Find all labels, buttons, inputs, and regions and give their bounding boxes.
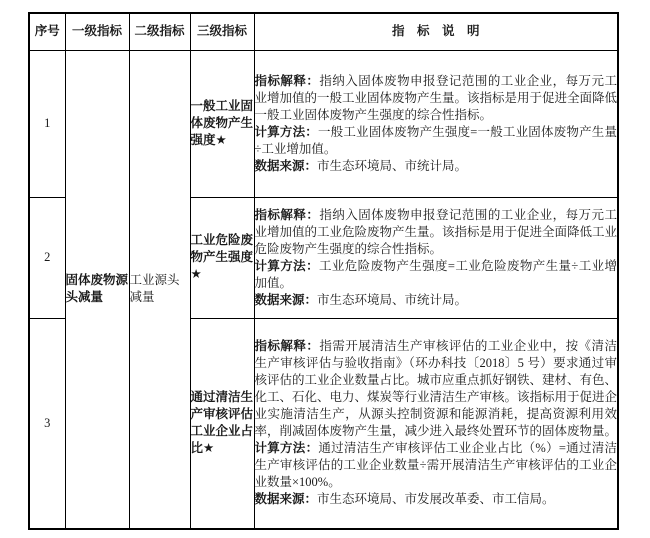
row1-serial-number: 1 xyxy=(29,50,65,197)
definition-text: 指需开展清洁生产审核评估的工业企业中，按《清洁生产审核评估与验收指南》（环办科技〔2018〕5 号）要求通过审核评估的工业企业数量占比。城市应重点抓好钢铁、建材、有色、化工、石化、电力、煤炭等行业清洁生产审核。该指标用于促进企业实施清洁生产，从源头控制资源和能源消耗，提高资源利用效率，削减固体废物产生量，减少进入最终处置环节的固体废物量。 xyxy=(254,339,618,439)
calculation-label: 计算方法： xyxy=(254,258,319,273)
row1-definition-paragraph xyxy=(255,73,618,124)
data-source-text: 市生态环境局、市发展改革委、市工信局。 xyxy=(317,492,555,507)
calculation-text: 通过清洁生产审核评估工业企业占比（%）=通过清洁生产审核评估的工业企业数量÷需开展清洁生产审核评估的工业企业数量×100%。 xyxy=(254,441,617,490)
data-source-label: 数据来源： xyxy=(254,158,318,173)
row3-data-source-paragraph xyxy=(255,491,618,508)
data-source-label: 数据来源： xyxy=(254,292,318,307)
row2-level3-indicator-cell: 工业危险废物产生强度★ xyxy=(190,197,254,318)
calculation-text: 一般工业固体废物产生强度=一般工业固体废物产生量÷工业增加值。 xyxy=(254,124,617,156)
row2-data-source-paragraph xyxy=(255,292,618,309)
calculation-text: 工业危险废物产生强度=工业危险废物产生量÷工业增加值。 xyxy=(254,258,617,290)
column-header-level1-indicator: 一级指标 xyxy=(65,13,129,50)
data-source-text: 市生态环境局、市统计局。 xyxy=(317,158,468,173)
row2-description-cell xyxy=(254,197,618,318)
row3-level3-indicator-cell: 通过清洁生产审核评估工业企业占比★ xyxy=(190,318,254,529)
row3-serial-number: 3 xyxy=(29,318,65,529)
row2-serial-number: 2 xyxy=(29,197,65,318)
row1-calculation-paragraph xyxy=(255,124,618,158)
row2-definition-paragraph xyxy=(255,207,618,258)
definition-text: 指纳入固体废物申报登记范围的工业企业，每万元工业增加值的一般工业固体废物产生量。该指标是用于促进全面降低一般工业固体废物产生强度的综合性指标。 xyxy=(254,73,618,122)
column-header-level3-indicator: 三级指标 xyxy=(190,13,254,50)
indicator-table xyxy=(28,12,619,530)
table-header-row xyxy=(29,13,618,50)
definition-label: 指标解释： xyxy=(254,207,320,222)
calculation-label: 计算方法： xyxy=(254,441,319,456)
row1-description-cell xyxy=(254,50,618,197)
column-header-level2-indicator: 二级指标 xyxy=(129,13,190,50)
calculation-label: 计算方法： xyxy=(254,124,318,139)
definition-label: 指标解释： xyxy=(254,73,320,88)
row3-description-cell xyxy=(254,318,618,529)
level1-indicator-cell: 固体废物源头减量 xyxy=(65,50,129,529)
column-header-indicator-description: 指 标 说 明 xyxy=(254,13,618,50)
row3-definition-paragraph xyxy=(255,338,618,440)
definition-text: 指纳入固体废物申报登记范围的工业企业，每万元工业增加值的工业危险废物产生量。该指标是用于促进全面降低工业危险废物产生强度的综合性指标。 xyxy=(254,207,618,256)
table-row xyxy=(29,50,618,197)
column-header-serial-number: 序号 xyxy=(29,13,65,50)
row3-calculation-paragraph xyxy=(255,440,618,491)
level2-indicator-cell: 工业源头减量 xyxy=(129,50,190,529)
data-source-text: 市生态环境局、市统计局。 xyxy=(317,292,468,307)
data-source-label: 数据来源： xyxy=(254,492,318,507)
row2-calculation-paragraph xyxy=(255,258,618,292)
definition-label: 指标解释： xyxy=(254,339,320,354)
row1-data-source-paragraph xyxy=(255,158,618,175)
row1-level3-indicator-cell: 一般工业固体废物产生强度★ xyxy=(190,50,254,197)
